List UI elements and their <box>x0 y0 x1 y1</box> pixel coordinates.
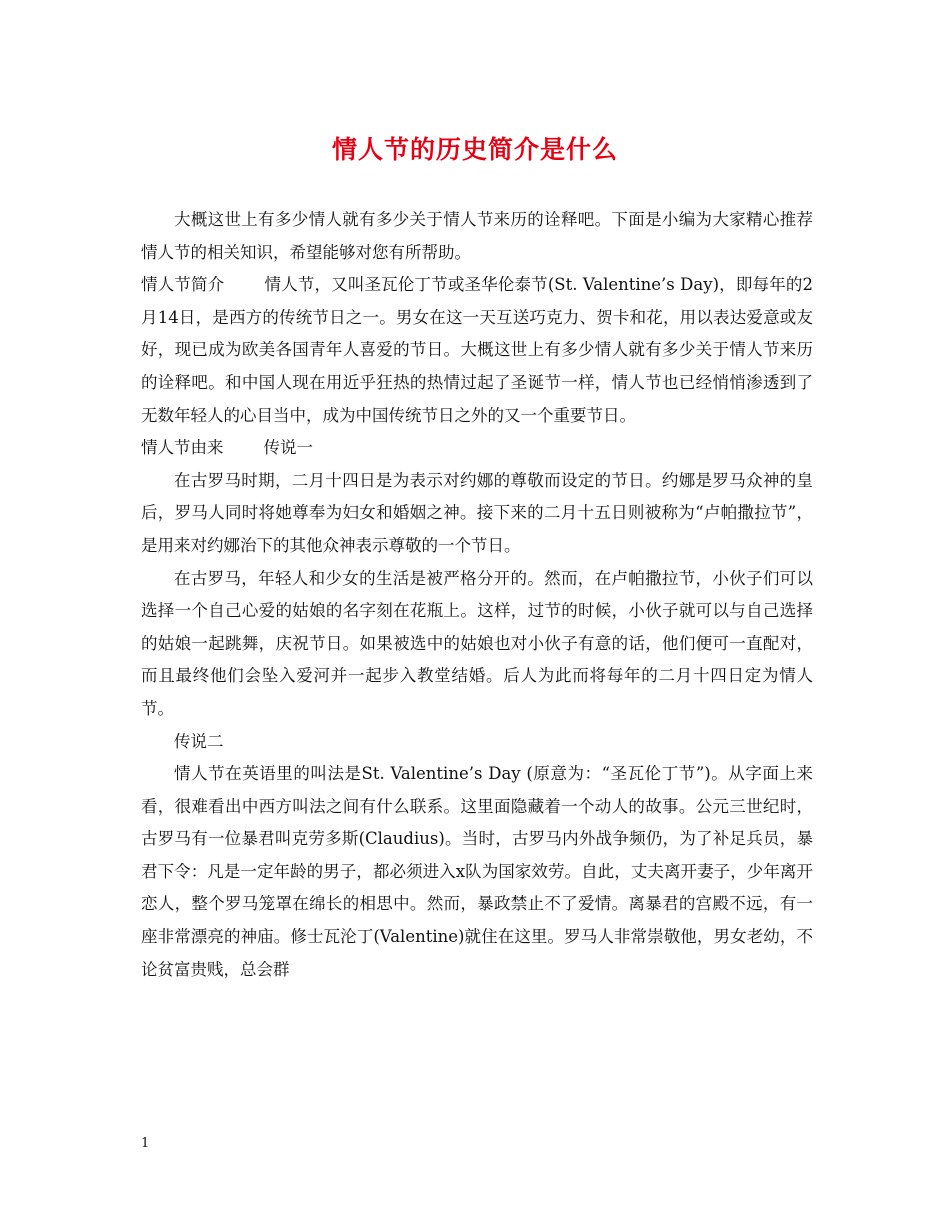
intro-paragraph: 大概这世上有多少情人就有多少关于情人节来历的诠释吧。下面是小编为大家精心推荐情人节的相关知识，希望能够对您有所帮助。 <box>141 210 813 262</box>
legend2-label: 传说二 <box>174 731 224 751</box>
legend2-paragraph-1: 情人节在英语里的叫法是St. Valentine’s Day (原意为：“圣瓦伦丁节”)。从字面上来看，很难看出中西方叫法之间有什么联系。这里面隐藏着一个动人的故事。公元三世纪时，古罗马有一位暴君叫克劳多斯(Claudius)。当时，古罗马内外战争频仍，为了补足兵员，暴君下令：凡是一定年龄的男子，都必须进入x队为国家效劳。自此，丈夫离开妻子，少年离开恋人，整个罗马笼罩在绵长的相思中。然而，暴政禁止不了爱情。离暴君的宫殿不远，有一座非常漂亮的神庙。修士瓦沦丁(Valentine)就住在这里。罗马人非常崇敬他，男女老幼，不论贫富贵贱，总会群 <box>141 764 813 979</box>
section-origin <box>141 432 813 465</box>
legend1-paragraph-2: 在古罗马，年轻人和少女的生活是被严格分开的。然而，在卢帕撒拉节，小伙子们可以选择一个自己心爱的姑娘的名字刻在花瓶上。这样，过节的时候，小伙子就可以与自己选择的姑娘一起跳舞，庆祝节日。如果被选中的姑娘也对小伙子有意的话，他们便可一直配对，而且最终他们会坠入爱河并一起步入教堂结婚。后人为此而将每年的二月十四日定为情人节。 <box>141 568 813 718</box>
document-body <box>141 204 813 986</box>
legend1-paragraph-1: 在古罗马时期，二月十四日是为表示对约娜的尊敬而设定的节日。约娜是罗马众神的皇后，罗马人同时将她尊奉为妇女和婚姻之神。接下来的二月十五日则被称为“卢帕撒拉节”，是用来对约娜治下的其他众神表示尊敬的一个节日。 <box>141 470 813 555</box>
section-intro-text: 情人节，又叫圣瓦伦丁节或圣华伦泰节(St. Valentine’s Day)，即每年的2月14日，是西方的传统节日之一。男女在这一天互送巧克力、贺卡和花，用以表达爱意或友好，现已成为欧美各国青年人喜爱的节日。大概这世上有多少情人就有多少关于情人节来历的诠释吧。和中国人现在用近乎狂热的热情过起了圣诞节一样，情人节也已经悄悄渗透到了无数年轻人的心目当中，成为中国传统节日之外的又一个重要节日。 <box>141 275 814 425</box>
section-intro <box>141 269 813 432</box>
page-number: 1 <box>141 1136 150 1151</box>
section-heading-origin: 情人节由来 <box>141 438 224 458</box>
section-heading-intro: 情人节简介 <box>141 275 225 295</box>
legend1-label: 传说一 <box>263 438 313 458</box>
document-title: 情人节的历史简介是什么 <box>331 135 618 164</box>
